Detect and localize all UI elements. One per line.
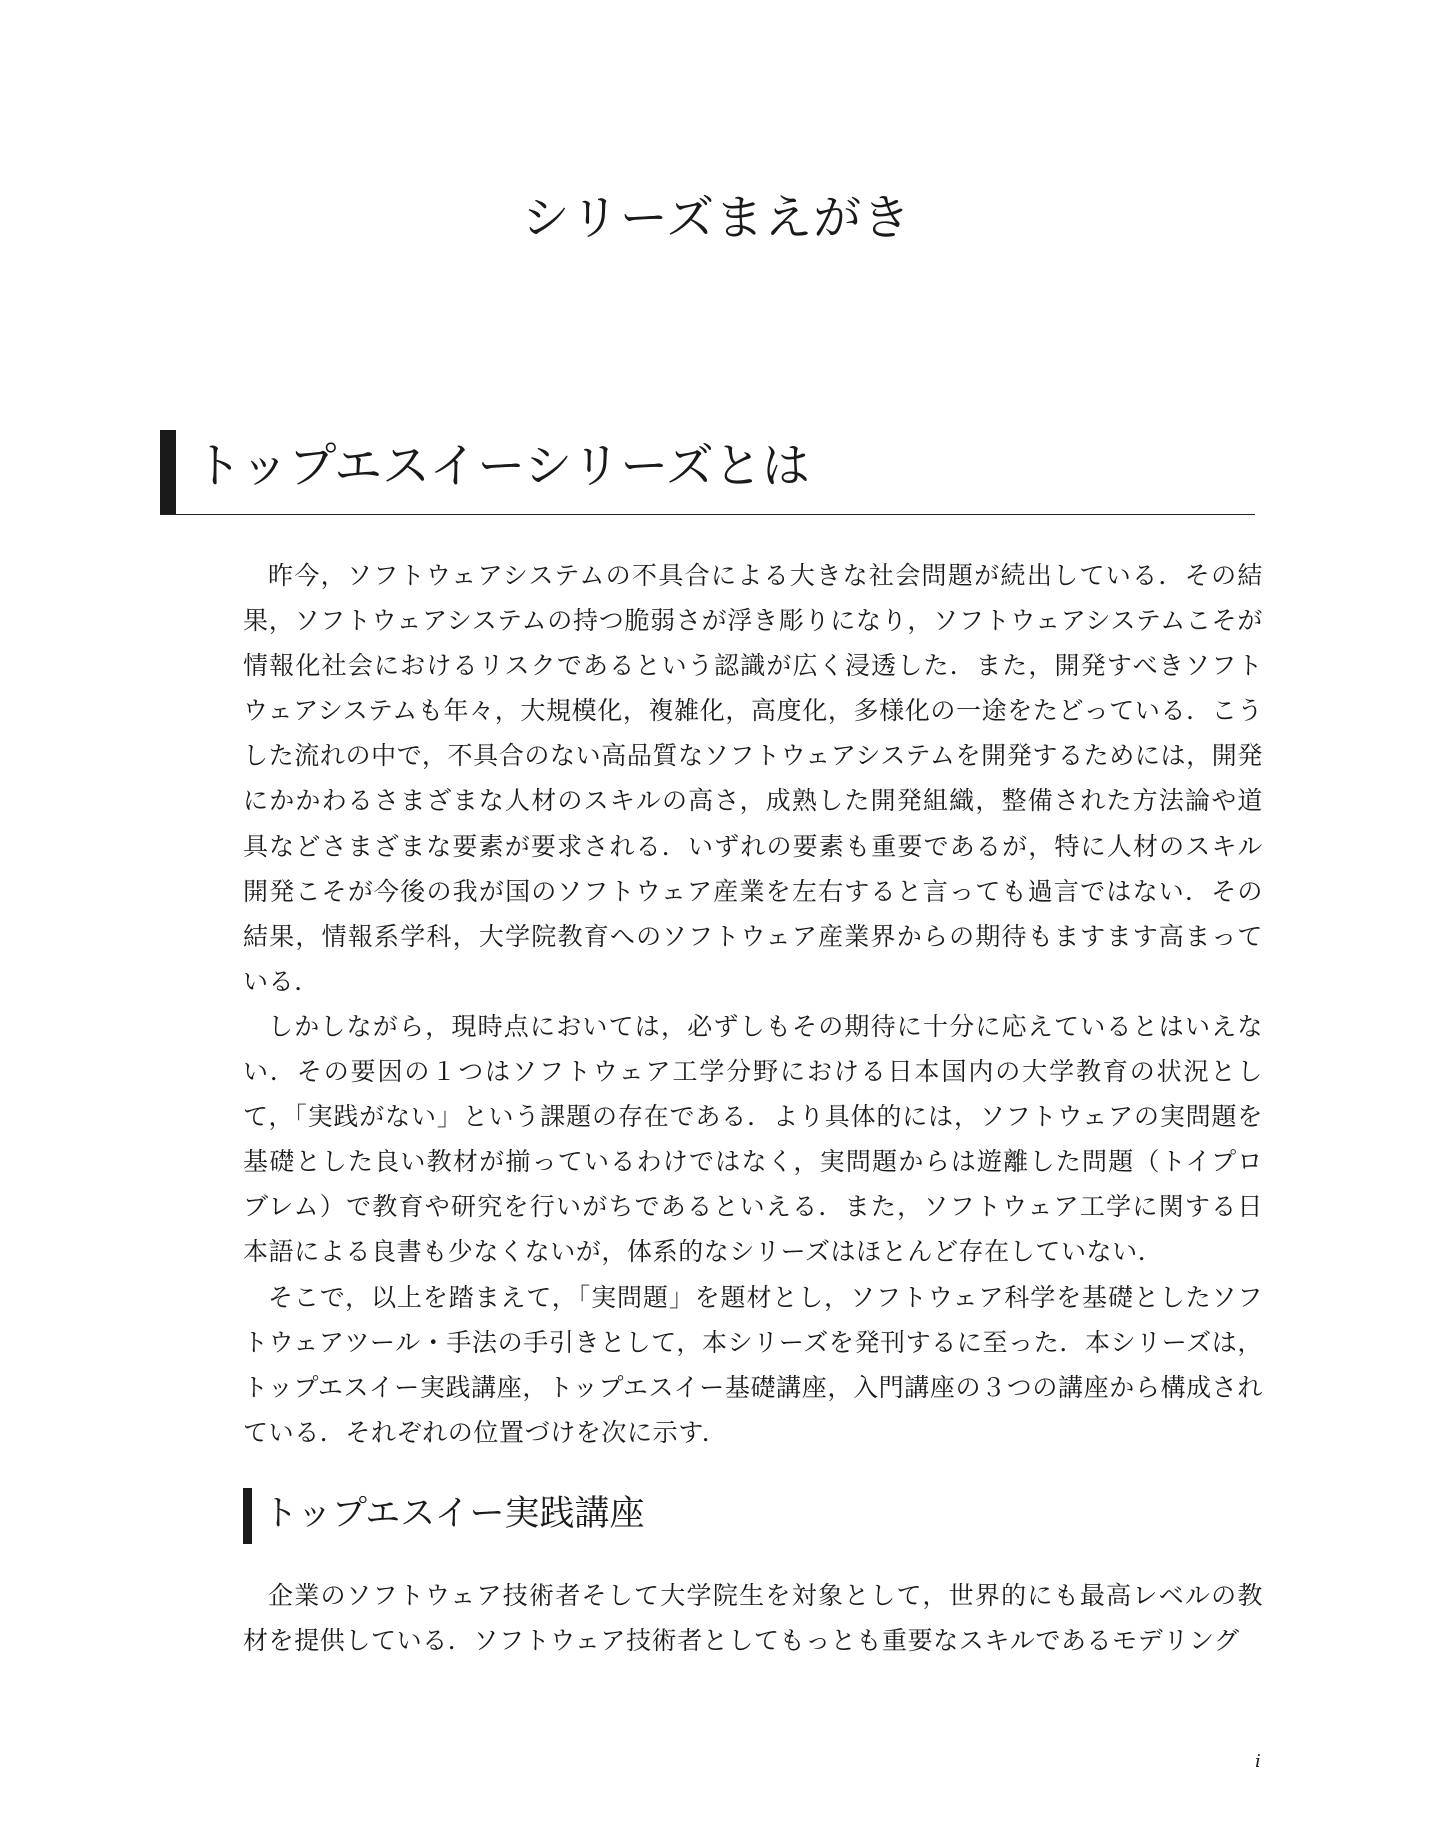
section-heading xyxy=(160,430,1255,515)
paragraph: 企業のソフトウェア技術者そして大学院生を対象として，世界的にも最高レベルの教材を提供している．ソフトウェア技術者としてもっとも重要なスキルであるモデリング xyxy=(243,1581,1263,1656)
section-body xyxy=(243,553,1263,1455)
subsection-heading-bar xyxy=(243,1488,252,1544)
page-title: シリーズまえがき xyxy=(521,190,912,246)
subsection-heading-text: トップエスイー実践講座 xyxy=(263,1494,645,1534)
page-number: i xyxy=(1255,1751,1261,1772)
section-heading-text: トップエスイーシリーズとは xyxy=(194,438,810,494)
paragraph: そこで，以上を踏まえて，「実問題」を題材とし，ソフトウェア科学を基礎としたソフトウェアツール・手法の手引きとして，本シリーズを発刊するに至った．本シリーズは，トップエスイー実践講座，トップエスイー基礎講座，入門講座の３つの講座から構成されている．それぞれの位置づけを次に示す． xyxy=(243,1282,1263,1447)
section-heading-bar xyxy=(160,430,176,514)
paragraph: 昨今，ソフトウェアシステムの不具合による大きな社会問題が続出している．その結果，ソフトウェアシステムの持つ脆弱さが浮き彫りになり，ソフトウェアシステムこそが情報化社会におけるリスクであるという認識が広く浸透した．また，開発すべきソフトウェアシステムも年々，大規模化，複雑化，高度化，多様化の一途をたどっている．こうした流れの中で，不具合のない高品質なソフトウェアシステムを開発するためには，開発にかかわるさまざまな人材のスキルの高さ，成熟した開発組織，整備された方法論や道具などさまざまな要素が要求される．いずれの要素も重要であるが，特に人材のスキル開発こそが今後の我が国のソフトウェア産業を左右すると言っても過言ではない．その結果，情報系学科，大学院教育へのソフトウェア産業界からの期待もますます高まっている． xyxy=(243,561,1263,996)
paragraph: しかしながら，現時点においては，必ずしもその期待に十分に応えているとはいえない．その要因の１つはソフトウェア工学分野における日本国内の大学教育の状況として，「実践がない」という課題の存在である．より具体的には，ソフトウェアの実問題を基礎とした良い教材が揃っているわけではなく，実問題からは遊離した問題（トイプロブレム）で教育や研究を行いがちであるといえる．また，ソフトウェア工学に関する日本語による良書も少なくないが，体系的なシリーズはほとんど存在していない． xyxy=(243,1011,1263,1267)
subsection-body xyxy=(243,1573,1263,1663)
